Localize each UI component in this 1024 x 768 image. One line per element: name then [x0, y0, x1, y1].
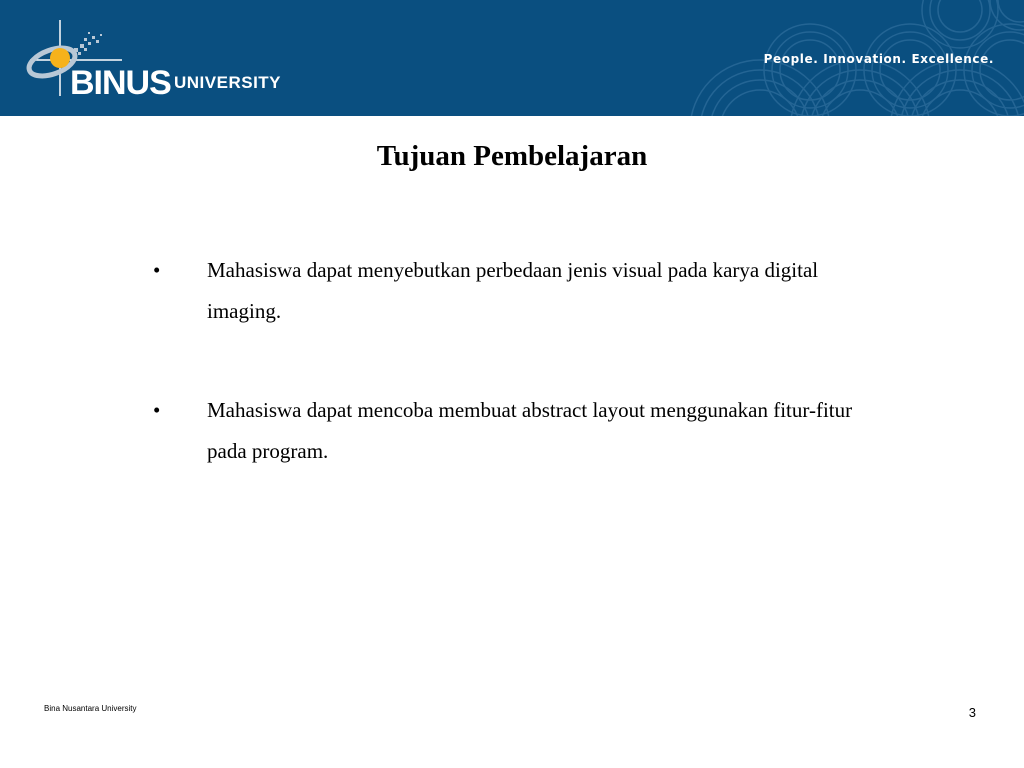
header-banner [0, 0, 1024, 116]
bullet-dot-icon: • [153, 398, 161, 422]
bullet-list [153, 250, 853, 530]
bullet-text: Mahasiswa dapat menyebutkan perbedaan jenis visual pada karya digital imaging. [207, 258, 819, 323]
bullet-text: Mahasiswa dapat mencoba membuat abstract layout menggunakan fitur-fitur pada program. [207, 398, 853, 463]
bullet-item [153, 250, 853, 332]
binus-logo [22, 18, 322, 108]
logo-wordmark-university: UNIVERSITY [174, 73, 282, 92]
page-number: 3 [968, 705, 976, 720]
tagline: People. Innovation. Excellence. [763, 52, 994, 66]
bullet-item [153, 390, 853, 472]
footer-institution: Bina Nusantara University [44, 704, 137, 713]
slide-title: Tujuan Pembelajaran [376, 140, 648, 172]
logo-wordmark-binus: BINUS [70, 64, 171, 102]
bullet-dot-icon: • [153, 258, 161, 282]
